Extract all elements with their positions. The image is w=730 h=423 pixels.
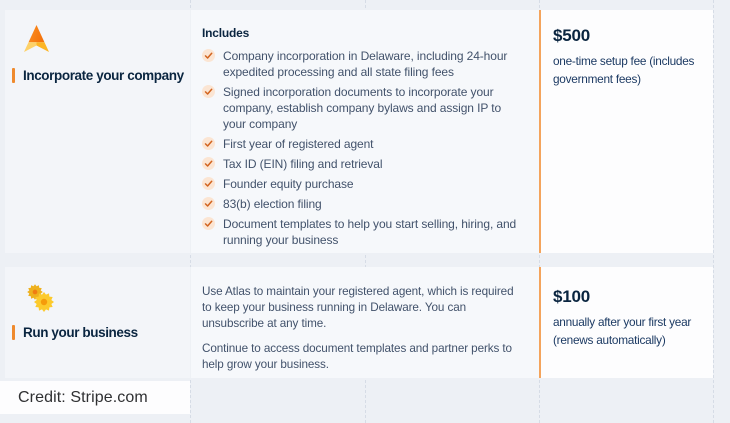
orange-tick-bar [12,68,15,83]
description-paragraph: Continue to access document templates and partner perks to help grow your business. [202,342,512,371]
row-description-cell [190,267,539,378]
table-row-run-business [5,267,713,378]
list-item [202,216,523,248]
list-item [202,196,523,212]
row-title-cell [5,10,190,253]
description-paragraph: Use Atlas to maintain your registered agent, which is required to keep your business running in Delaware. You can unsubscribe at any time. [202,285,514,330]
list-item [202,48,523,80]
check-icon [202,85,215,98]
check-icon [202,49,215,62]
list-item-text: Document templates to help you start selling, hiring, and running your business [223,217,517,247]
price-note: annually after your first year [553,315,692,329]
atlas-triangle-icon [23,24,190,54]
check-icon [202,137,215,150]
list-item [202,84,523,132]
row-title: Run your business [23,325,138,340]
row-title-block [23,67,190,85]
credit-text: Credit: Stripe.com [18,388,148,406]
table-row-incorporate [5,10,713,253]
row-title-block [23,324,190,342]
list-item-text: Tax ID (EIN) filing and retrieval [223,157,383,171]
row-title: Incorporate your company [23,68,184,83]
check-icon [202,177,215,190]
orange-tick-bar [12,325,15,340]
grid-guide-line [713,0,714,423]
features-list [202,48,523,248]
includes-label: Includes [202,26,250,40]
list-item-text: Company incorporation in Delaware, including 24-hour expedited processing and all state filing fees [223,49,508,79]
row-title-cell [5,267,190,378]
price-note: government fees) [553,72,641,86]
check-icon [202,217,215,230]
check-icon [202,197,215,210]
list-item [202,176,523,192]
row-price-cell [539,267,713,378]
list-item-text: 83(b) election filing [223,197,322,211]
check-icon [202,157,215,170]
price-note: (renews automatically) [553,333,666,347]
gears-icon [23,281,190,311]
price-amount: $100 [553,287,591,306]
row-price-cell [539,10,713,253]
price-amount: $500 [553,26,591,45]
list-item [202,136,523,152]
list-item-text: Signed incorporation documents to incorporate your company, establish company bylaws and assign IP to your company [223,85,502,131]
credit-box [0,381,190,414]
price-note: one-time setup fee (includes [553,54,695,68]
row-features-cell [190,10,539,253]
list-item [202,156,523,172]
list-item-text: Founder equity purchase [223,177,354,191]
list-item-text: First year of registered agent [223,137,374,151]
